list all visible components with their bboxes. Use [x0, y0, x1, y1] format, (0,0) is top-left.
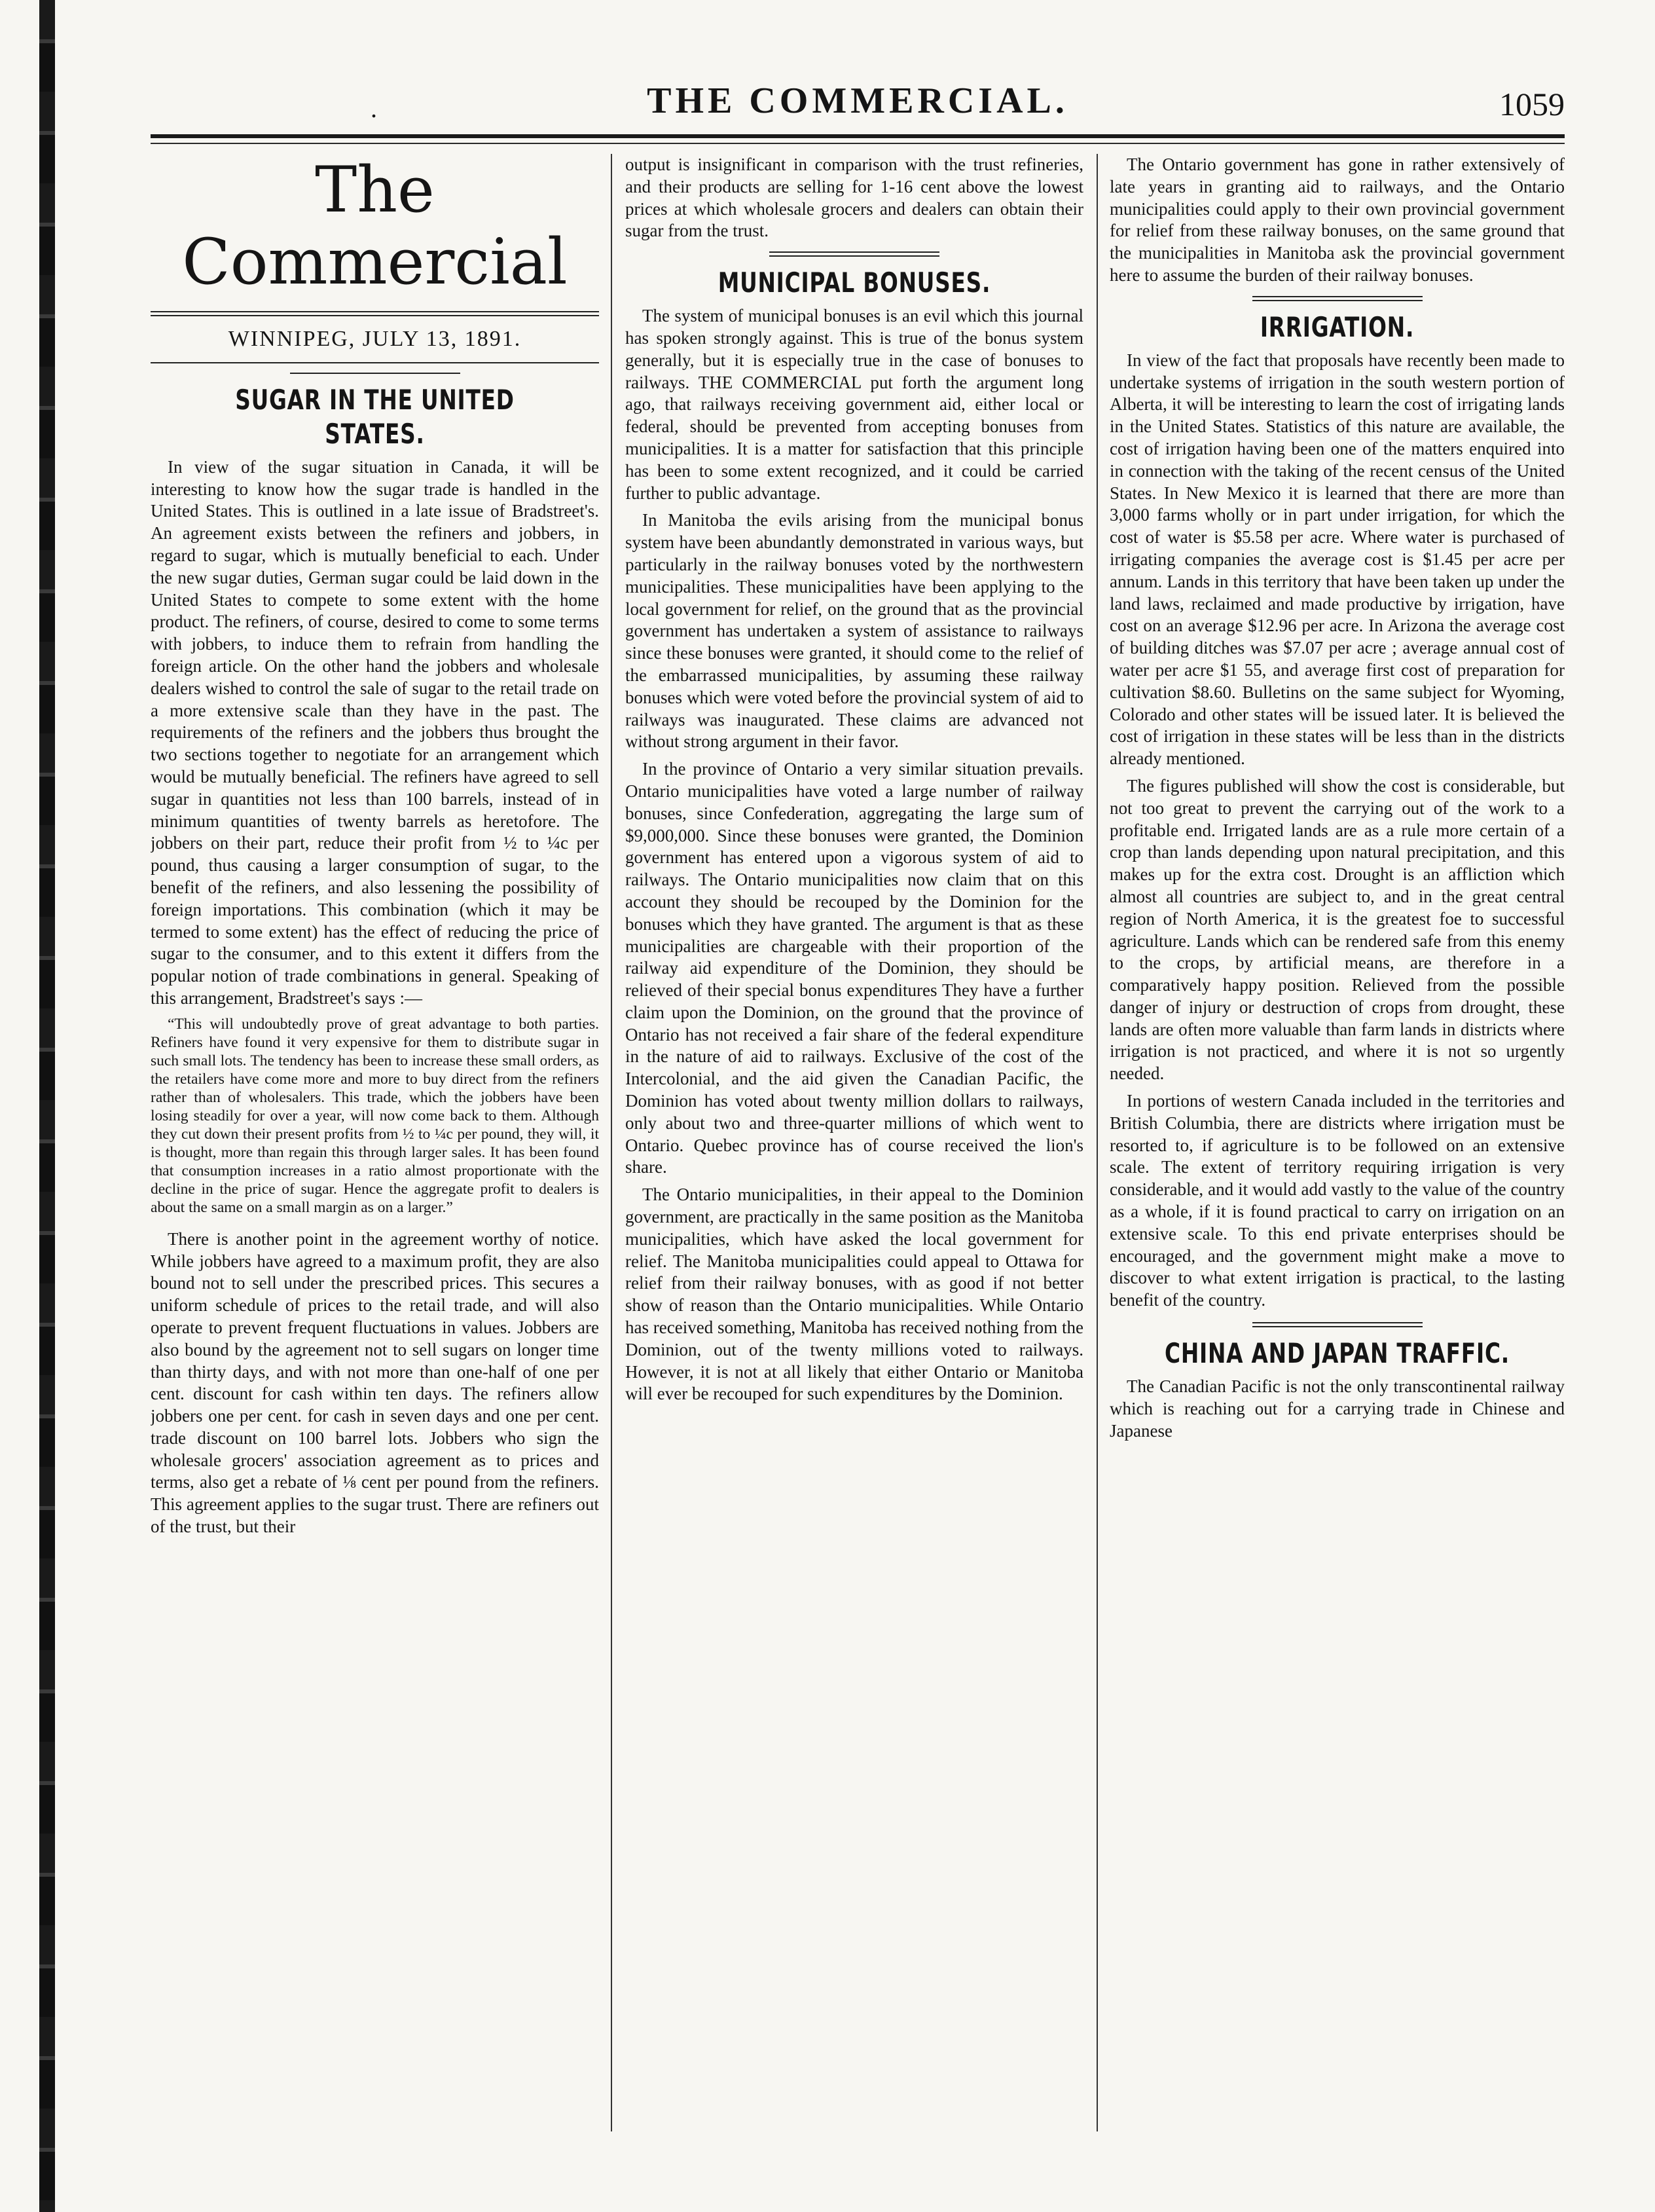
dateline-rule: [151, 362, 599, 363]
heading-china-japan: CHINA AND JAPAN TRAFFIC.: [1164, 1337, 1510, 1370]
sugar-quote: “This will undoubtedly prove of great advantage to both parties. Refiners have found it very expensive for them to distribute sugar in such small lots. The tendency has been to increase these small orders, as the retailers have come more and more to buy direct from the refiners rather than of wholesalers. This trade, which the jobbers have been losing steadily for over a year, will now come back to them. Although they cut down their present profits from ½ to ¼c per pound, they will, it is thought, more than regain this through larger sales. It has been found that consumption increases in a ratio almost proportionate with the decline in the price of sugar. Hence the aggregate profit to dealers is about the same on a small margin as on a larger.”: [151, 1015, 599, 1216]
column-2: [625, 154, 1083, 2158]
column-divider-1: [611, 154, 612, 2131]
heading-irrigation: IRRIGATION.: [1260, 310, 1415, 343]
running-head-dot: .: [371, 94, 377, 123]
irrigation-paragraph: The figures published will show the cost is considerable, but not too great to prevent the carrying out of the work to a profitable end. Irrigated lands are as a rule more certain of a crop than lands depending upon natural precipitation, and this makes up for the extra cost. Drought is an affliction which almost all countries are subject to, and in the great central region of North America, it is the greatest foe to successful agriculture. Lands which can be rendered safe from this enemy to the crops, by artificial means, are therefore in a comparatively happy position. Relieved from the possible danger of injury or destruction of crops from drought, these lands are often more valuable than farm lands in districts where irrigation is not practiced, and where it is not so urgently needed.: [1110, 775, 1565, 1084]
masthead-title: The Commercial: [182, 154, 568, 299]
section-rule-short: [1252, 296, 1423, 301]
irrigation-paragraph: In portions of western Canada included in the territories and British Columbia, there are districts where irrigation must be resorted to, if agriculture is to be followed on an extensive scale. The extent of territory requiring irrigation is very considerable, and it would add vastly to the value of the country as a whole, if it is found practical to carry on irrigation on an extensive scale. To this end private enterprises should be encouraged, and the government might make a move to discover to what extent irrigation is practical, to the lasting benefit of the country.: [1110, 1091, 1565, 1310]
section-rule-short: [1252, 1322, 1423, 1327]
bonuses-paragraph: In the province of Ontario a very similar situation prevails. Ontario municipalities have voted a large number of railway bonuses, since Confederation, aggregating the large sum of $9,000,000. Since these bonuses were granted, the Dominion government has entered upon a vigorous system of aid to railways. The Ontario municipalities now claim that on this account they should be recouped by the Dominion for the bonuses which they have granted. The argument is that as these municipalities are chargeable with their proportion of the railway aid expenditure of the Dominion, they should be relieved of their special bonus expenditures They have a further claim upon the Dominion, on the ground that the province of Ontario has not received a fair share of the federal expenditure in the nature of aid to railways. Exclusive of the cost of the Intercolonial, and the aid given the Canadian Pacific, the Dominion has voted about twenty million dollars to railways, only about two and three-quarter millions of which went to Ontario. Quebec province has of course received the lion's share.: [625, 759, 1083, 1177]
column-1: [151, 154, 599, 2158]
sugar-paragraph: In view of the sugar situation in Canada, it will be interesting to know how the sugar trade is handled in the United States. This is outlined in a late issue of Bradstreet's. An agreement exists between the refiners and jobbers, in regard to sugar, which is mutually beneficial to each. Under the new sugar duties, German sugar could be laid down in the United States to compete to some extent with the home product. The refiners, of course, desired to come to some terms with jobbers, to induce them to refrain from handling the foreign article. On the other hand the jobbers and wholesale dealers wished to control the sale of sugar to the retail trade on a more extensive scale than they have in the past. The requirements of the refiners and the jobbers thus brought the two sections together to negotiate for an arrangement which would be mutually beneficial. The refiners have agreed to sell sugar in quantities not less than 100 barrels, instead of in minimum quantities of twenty barrels as heretofore. The jobbers on their part, reduce their profit from ½ to ¼c per pound, thus causing a larger consumption of sugar, to the benefit of the refiners, and also lessening the possibility of foreign importations. This combination (which it may be termed to some extent) has the effect of reducing the price of sugar to the consumer, and to this extent it differs from the popular notion of trade combinations in general. Speaking of this arrangement, Bradstreet's says :—: [151, 456, 599, 1008]
section-rule-short: [769, 251, 939, 257]
dateline: WINNIPEG, JULY 13, 1891.: [228, 327, 522, 351]
column-divider-2: [1097, 154, 1098, 2131]
sugar-paragraph: There is another point in the agreement worthy of notice. While jobbers have agreed to a maximum profit, they are also bound not to sell under the prescribed prices. This secures a uniform schedule of prices to the retail trade, and will also operate to prevent frequent fluctuations in values. Jobbers are also bound by the agreement not to sell sugars on longer time than thirty days, and with not more than one-half of one per cent. discount for cash within ten days. The refiners allow jobbers one per cent. for cash in seven days and one per cent. trade discount on 100 barrel lots. Jobbers who sign the wholesale grocers' association agreement as to prices and terms, also get a rebate of ⅛ cent per pound from the refiners. This agreement applies to the sugar trust. There are refiners out of the trust, but their: [151, 1228, 599, 1537]
header-rule-thick: [151, 134, 1565, 138]
running-head-title: THE COMMERCIAL.: [647, 81, 1068, 121]
sugar-continuation: output is insignificant in comparison with the trust refineries, and their products are selling for 1-16 cent above the lowest prices at which wholesale grocers and dealers can obtain their sugar from the trust.: [625, 155, 1083, 241]
heading-sugar: SUGAR IN THE UNITED STATES.: [235, 383, 515, 450]
page-binding-edge: [39, 0, 55, 2212]
bonuses-continuation: The Ontario government has gone in rather extensively of late years in granting aid to railways, and the Ontario municipalities could apply to their own provincial government for relief from these railway bonuses, on the same ground that the municipalities in Manitoba ask the provincial government here to assume the burden of their railway bonuses.: [1110, 155, 1565, 285]
header-rule-thin: [151, 143, 1565, 144]
page-number: 1059: [1499, 86, 1565, 122]
masthead-rule: [151, 311, 599, 316]
section-rule-short: [290, 373, 460, 374]
bonuses-paragraph: The system of municipal bonuses is an evil which this journal has spoken strongly against. This is true of the bonus system generally, but it is especially true in the case of bonuses to railways. THE COMMERCIAL put forth the argument long ago, that railways receiving government aid, either local or federal, should be prevented from accepting bonuses from municipalities. It is a matter for satisfaction that this principle has been to some extent recognized, and it could be carried further to public advantage.: [625, 306, 1083, 503]
irrigation-paragraph: In view of the fact that proposals have recently been made to undertake systems of irrigation in the south western portion of Alberta, it will be interesting to learn the cost of irrigating lands in the United States. Statistics of this nature are available, the cost of irrigation having been one of the matters enquired into in connection with the taking of the recent census of the United States. In New Mexico it is learned that there are more than 3,000 farms wholly or in part under irrigation, for which the cost of water is $5.58 per acre. Where water is purchased of irrigating companies the average cost is $1.45 per acre per annum. Lands in this territory that have been taken up under the land laws, reclaimed and made productive by irrigation, have cost on an average $12.96 per acre. In Arizona the average cost of building ditches was $7.07 per acre ; average annual cost of water per acre $1 55, and average first cost of preparation for cultivation $8.60. Bulletins on the same subject for Wyoming, Colorado and other states will be issued later. It is believed the cost of irrigation in these states will be less than in the districts already mentioned.: [1110, 350, 1565, 769]
bonuses-paragraph: In Manitoba the evils arising from the municipal bonus system have been abundantly demonstrated in various ways, but particularly in the railway bonuses voted by the northwestern municipalities. These municipalities have been applying to the local government for relief, on the ground that as the provincial government has undertaken a system of assistance to railways since these bonuses were granted, it should come to the relief of the embarrassed municipalities, by assuming these railway bonuses which were voted before the provincial system of aid to railways was inaugurated. These claims are advanced not without strong argument in their favor.: [625, 510, 1083, 752]
china-paragraph: The Canadian Pacific is not the only transcontinental railway which is reaching out for a carrying trade in Chinese and Japanese: [1110, 1376, 1565, 1441]
column-3: [1110, 154, 1565, 2158]
heading-municipal-bonuses: MUNICIPAL BONUSES.: [718, 267, 991, 299]
bonuses-paragraph: The Ontario municipalities, in their appeal to the Dominion government, are practically in the same position as the Manitoba municipalities, which have asked the local government for relief. The Manitoba municipalities could appeal to Ottawa for relief from their railway bonuses, with as good if not better show of reason than the Ontario municipalities. While Ontario has received something, Manitoba has received nothing from the Dominion, out of the twenty millions voted to railways. However, it is not at all likely that either Ontario or Manitoba will ever be recouped for such expenditures by the Dominion.: [625, 1185, 1083, 1404]
running-head: [151, 73, 1565, 132]
